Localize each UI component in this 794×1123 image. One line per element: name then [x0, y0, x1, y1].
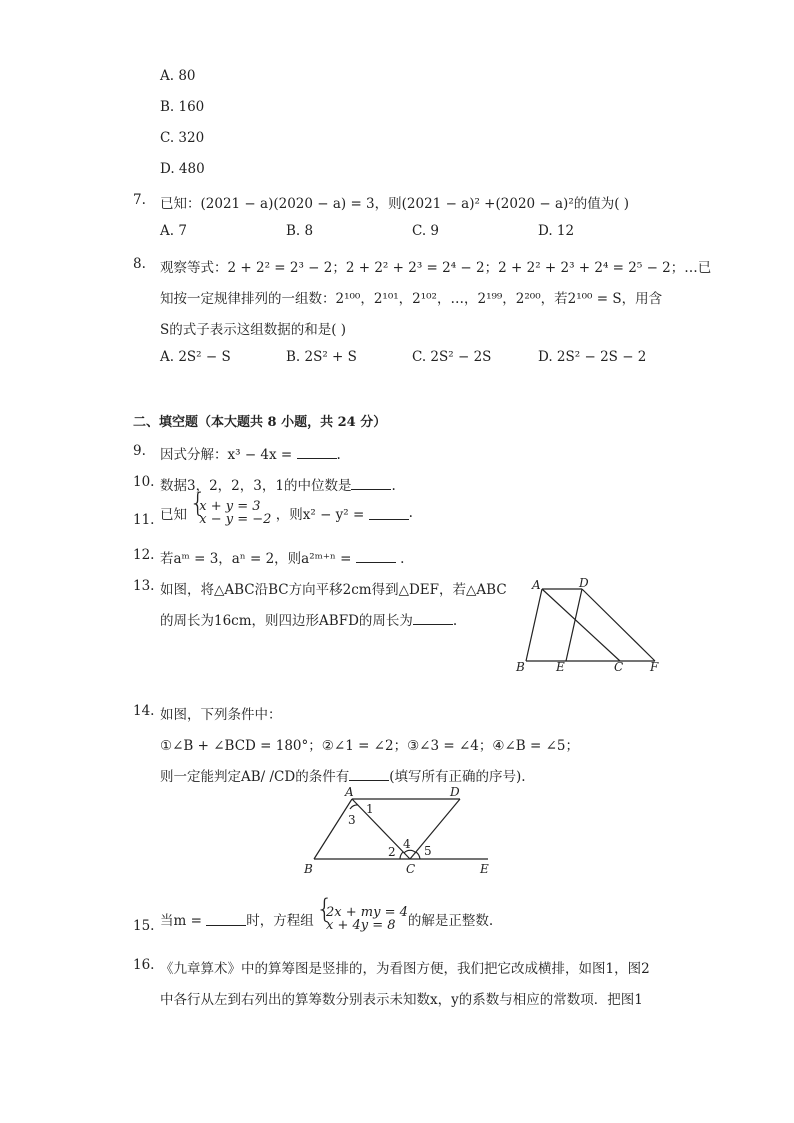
- q11-text: [160, 500, 413, 526]
- q14-line3b: (填写所有正确的序号).: [389, 769, 526, 785]
- q7-option-a: A. 7: [160, 223, 187, 239]
- label-d: D: [579, 576, 589, 590]
- label-b: B: [304, 862, 313, 876]
- q10-blank[interactable]: [351, 477, 391, 490]
- label-3: 3: [348, 813, 356, 827]
- q11-number: 11.: [133, 512, 155, 528]
- label-a: A: [345, 785, 354, 799]
- label-2: 2: [388, 845, 396, 859]
- q8-option-a: A. 2S² − S: [160, 349, 231, 365]
- label-c: C: [406, 862, 416, 876]
- q8-line3: S的式子表示这组数据的和是( ): [160, 322, 347, 338]
- q16-line2: 中各行从左到右列出的算筹数分别表示未知数x，y的系数与相应的常数项．把图1: [160, 992, 643, 1008]
- option-b: B. 160: [160, 99, 205, 115]
- q13-figure: [510, 575, 670, 675]
- label-c: C: [614, 660, 624, 674]
- angle-arc-1: [350, 805, 358, 809]
- q7-option-b: B. 8: [286, 223, 314, 239]
- label-e: E: [556, 660, 565, 674]
- line-ac: [542, 589, 620, 661]
- q15-text: [160, 906, 493, 932]
- q12-number: 12.: [133, 547, 155, 563]
- option-d: D. 480: [160, 161, 205, 177]
- angle-arc-2: [400, 852, 403, 859]
- q13-line2: 的周长为16cm，则四边形ABFD的周长为: [160, 613, 413, 629]
- q7-number: 7.: [133, 192, 146, 208]
- q8-option-d: D. 2S² − 2S − 2: [538, 349, 647, 365]
- q15-blank[interactable]: [206, 913, 246, 926]
- angle-arc-5: [416, 852, 420, 859]
- q14-number: 14.: [133, 703, 155, 719]
- q9-question: 因式分解：x³ − 4x =: [160, 447, 297, 463]
- q8-option-b: B. 2S² + S: [286, 349, 357, 365]
- q10-tail: .: [391, 478, 396, 494]
- q9-number: 9.: [133, 443, 146, 459]
- q12-blank[interactable]: [356, 550, 396, 563]
- label-f: F: [650, 660, 659, 674]
- q12-question: 若aᵐ = 3，aⁿ = 2，则a²ᵐ⁺ⁿ =: [160, 551, 356, 567]
- q13-line2-wrap: [160, 609, 457, 629]
- q14-figure: [300, 782, 500, 880]
- label-e: E: [480, 862, 489, 876]
- line-ab: [526, 589, 542, 661]
- q16-line1: 《九章算术》中的算筹图是竖排的，为看图方便，我们把它改成横排，如图1，图2: [160, 961, 650, 977]
- label-4: 4: [403, 837, 411, 851]
- q8-option-c: C. 2S² − 2S: [412, 349, 492, 365]
- q15-mid: 时，方程组: [246, 913, 314, 929]
- label-1: 1: [366, 802, 374, 816]
- q15-eq1: { 2x + my = 4: [326, 905, 408, 920]
- q13-line1: 如图，将△ABC沿BC方向平移2cm得到△DEF，若△ABC: [160, 582, 507, 598]
- line-ac: [352, 799, 410, 859]
- q10-number: 10.: [133, 474, 155, 490]
- q9-blank[interactable]: [297, 446, 337, 459]
- label-a: A: [532, 578, 541, 592]
- q13-blank[interactable]: [413, 612, 453, 625]
- q14-line2: ①∠B + ∠BCD = 180°；②∠1 = ∠2；③∠3 = ∠4；④∠B = ∠5；: [160, 738, 580, 754]
- q11-eq2: x − y = −2: [199, 512, 272, 527]
- line-ab: [314, 799, 352, 859]
- q8-line2: 知按一定规律排列的一组数：2¹⁰⁰，2¹⁰¹，2¹⁰²，…，2¹⁹⁹，2²⁰⁰，若2¹⁰⁰ = S，用含: [160, 291, 663, 307]
- section-title: 二、填空题（本大题共 8 小题，共 24 分）: [133, 415, 387, 430]
- q12-tail: .: [395, 551, 405, 567]
- option-a: A. 80: [160, 68, 196, 84]
- q11-post: ，则x² − y² =: [275, 507, 369, 523]
- q11-blank[interactable]: [369, 507, 409, 520]
- q15-post: 的解是正整数.: [407, 913, 494, 929]
- label-5: 5: [424, 844, 432, 858]
- q8-number: 8.: [133, 256, 146, 272]
- q14-line1: 如图，下列条件中：: [160, 707, 282, 723]
- option-c: C. 320: [160, 130, 205, 146]
- q11-eq1: { x + y = 3: [199, 499, 261, 514]
- q16-number: 16.: [133, 957, 155, 973]
- line-dc: [410, 799, 460, 859]
- q15-eq2: x + 4y = 8: [326, 918, 396, 933]
- q11-tail: .: [408, 505, 413, 521]
- q13-number: 13.: [133, 578, 155, 594]
- q14-blank[interactable]: [349, 768, 389, 781]
- label-b: B: [516, 660, 525, 674]
- q11-equation-system: [191, 500, 271, 526]
- line-de: [566, 589, 582, 661]
- q7-text: 已知：(2021 − a)(2020 − a) = 3，则(2021 − a)² +(2020 − a)²的值为( ): [160, 196, 630, 212]
- q15-number: 15.: [133, 918, 155, 934]
- q12-text: [160, 547, 404, 567]
- q15-pre: 当m =: [160, 913, 207, 929]
- q7-option-c: C. 9: [412, 223, 440, 239]
- q14-line3a: 则一定能判定AB/ /CD的条件有: [160, 769, 350, 785]
- q10-question: 数据3，2，2，3，1的中位数是: [160, 478, 352, 494]
- q7-option-d: D. 12: [538, 223, 575, 239]
- q8-line1: 观察等式：2 + 2² = 2³ − 2；2 + 2² + 2³ = 2⁴ − 2；2 + 2² + 2³ + 2⁴ = 2⁵ − 2；…已: [160, 260, 712, 276]
- q11-pre: 已知: [160, 507, 187, 523]
- q13-tail: .: [452, 613, 458, 629]
- q15-equation-system: [318, 906, 408, 932]
- q9-text: [160, 443, 341, 463]
- line-df: [582, 589, 655, 661]
- q9-tail: .: [336, 447, 341, 463]
- label-d: D: [450, 785, 460, 799]
